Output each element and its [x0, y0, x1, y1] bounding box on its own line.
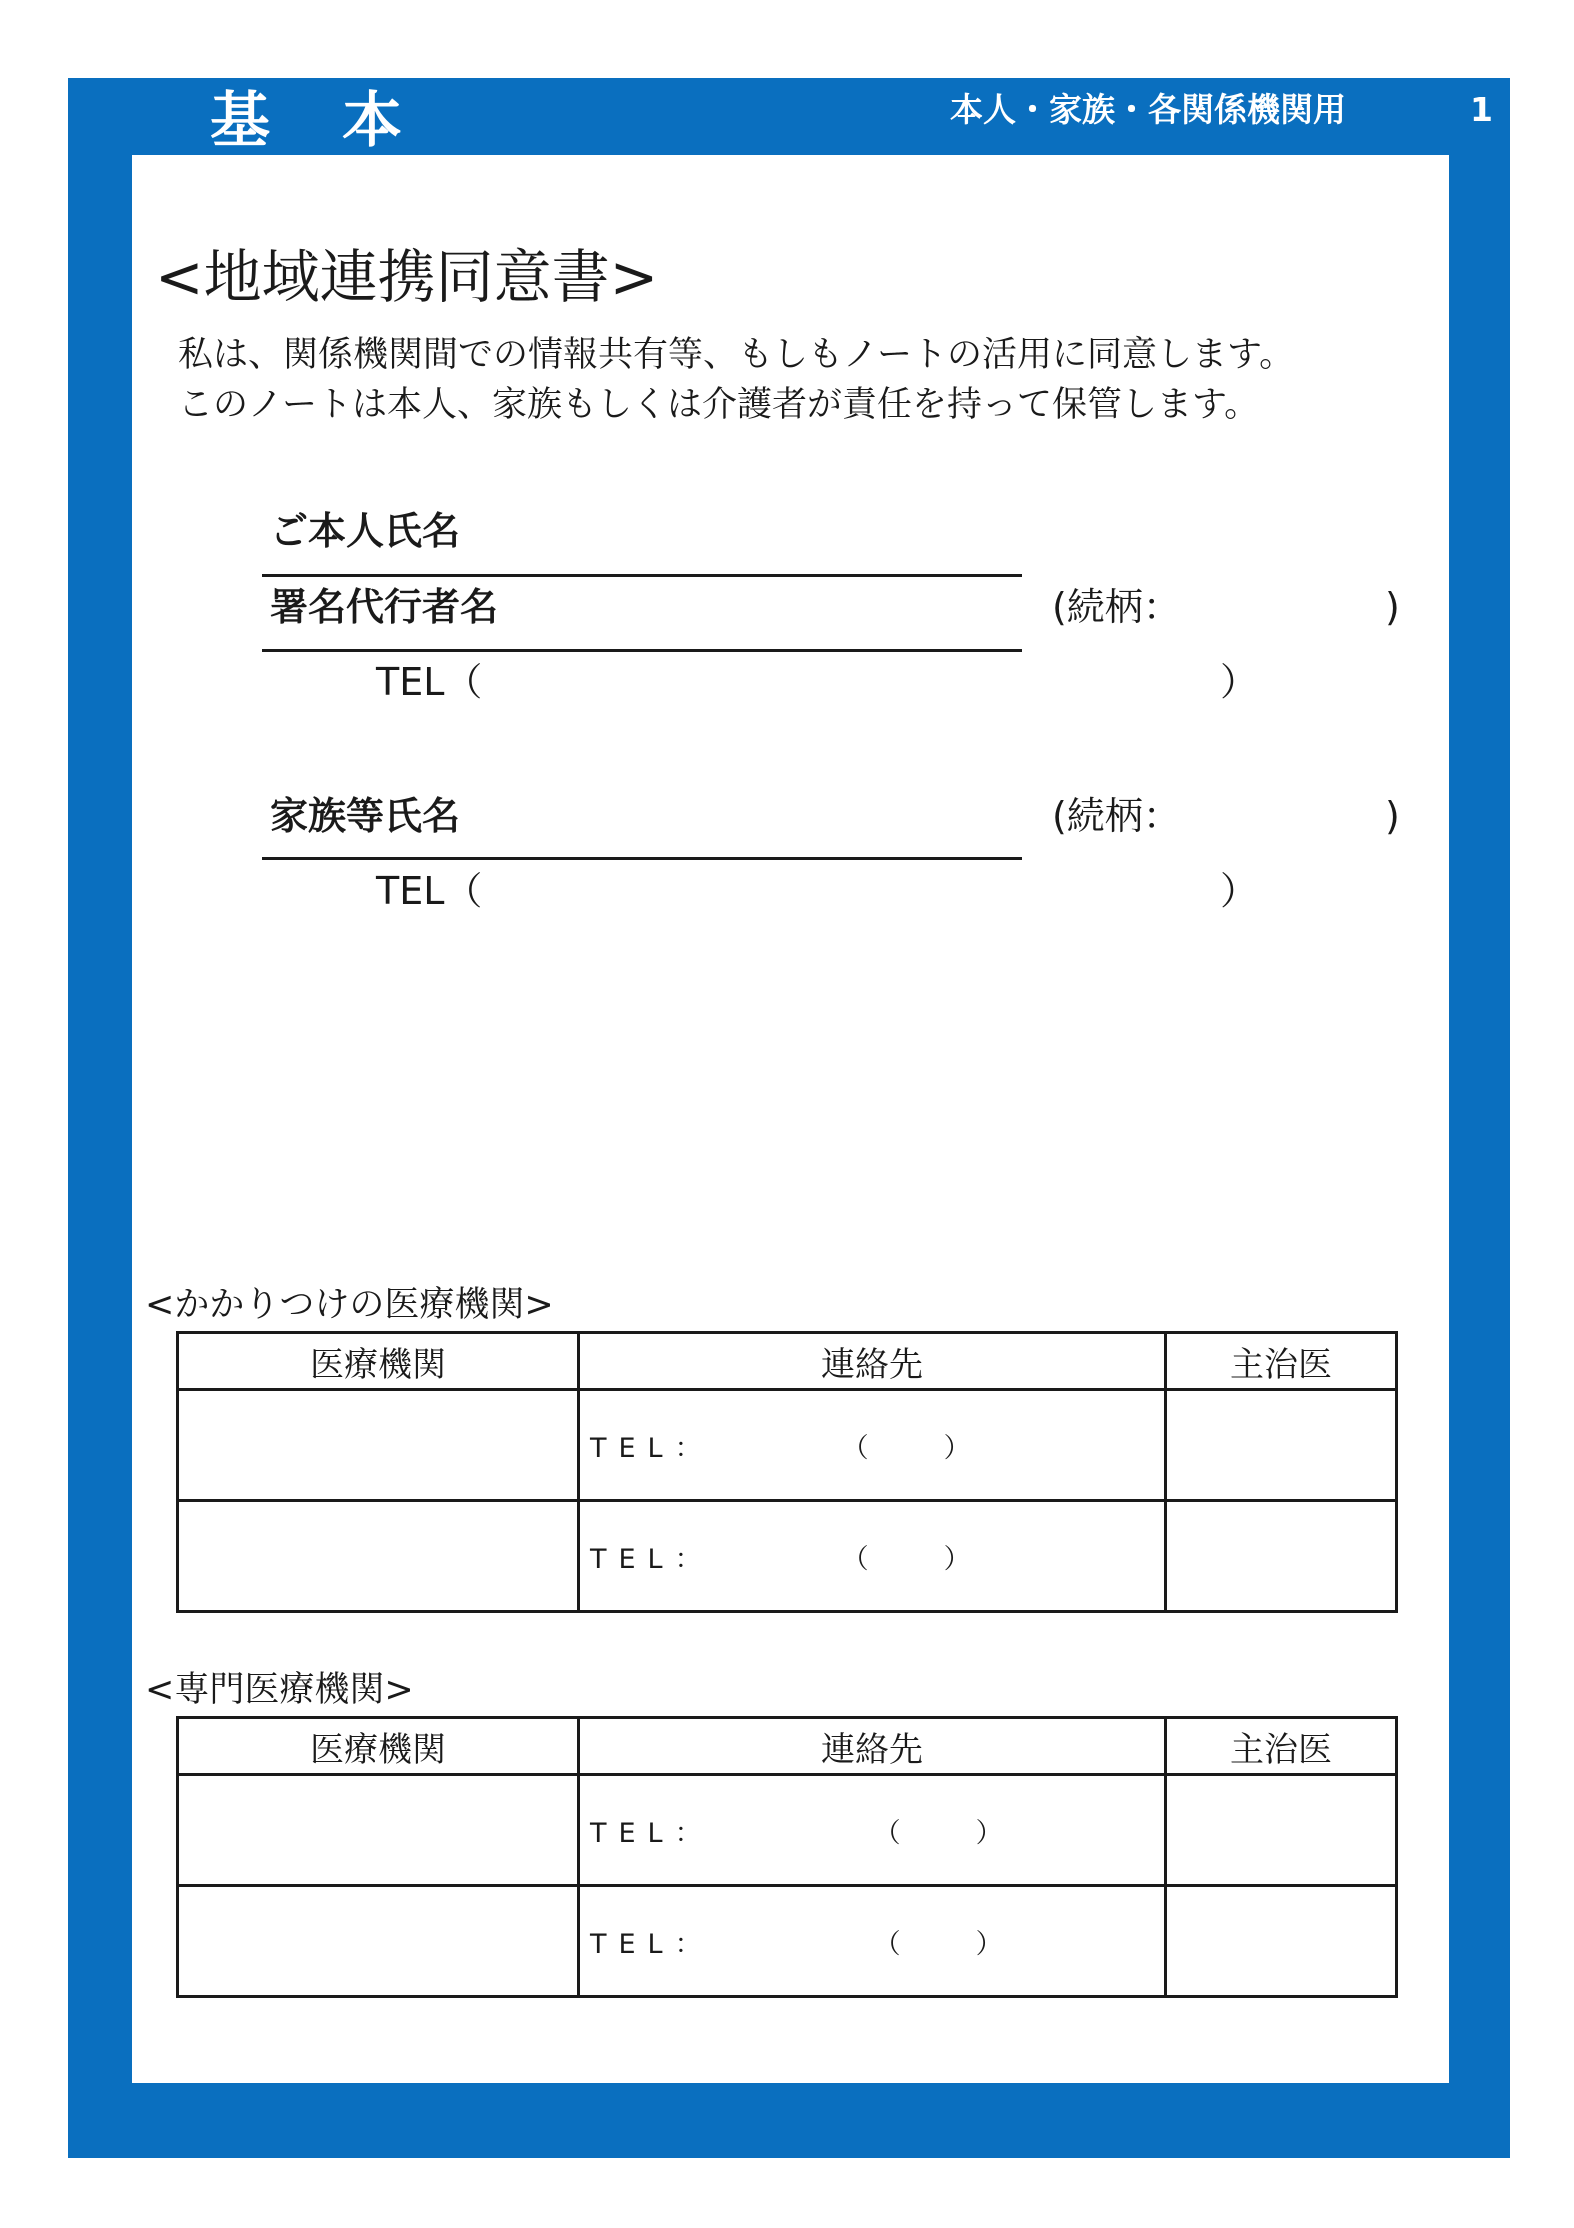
paren-close: ） — [943, 1543, 971, 1575]
specialist-table — [176, 1716, 1398, 1998]
family-name-field[interactable] — [262, 857, 1022, 860]
tel-label: TEL： — [590, 1543, 714, 1575]
institution-cell[interactable] — [178, 1775, 579, 1886]
proxy-name-field[interactable] — [262, 649, 1022, 652]
intro-line: 私は、関係機関間での情報共有等、もしもノートの活用に同意します。 — [178, 335, 1295, 375]
intro-text — [178, 330, 1294, 430]
proxy-relation-close: ) — [1385, 585, 1400, 629]
institution-cell[interactable] — [178, 1501, 579, 1612]
document-title: <地域連携同意書> — [155, 243, 659, 311]
contact-cell[interactable] — [579, 1390, 1166, 1501]
contact-cell[interactable] — [579, 1886, 1166, 1997]
proxy-tel-close: ） — [1220, 660, 1259, 704]
table-row — [178, 1501, 1397, 1612]
audience-label: 本人・家族・各関係機関用 — [950, 90, 1346, 129]
table-row — [178, 1775, 1397, 1886]
proxy-relation-label: (続柄： — [1052, 585, 1181, 629]
table-row — [178, 1886, 1397, 1997]
page-number: 1 — [1470, 90, 1493, 129]
paren-open: （ — [873, 1817, 901, 1849]
doctor-cell[interactable] — [1166, 1775, 1397, 1886]
doctor-cell[interactable] — [1166, 1390, 1397, 1501]
family-tel-label: TEL（ — [376, 869, 483, 913]
column-header: 医療機関 — [178, 1718, 579, 1775]
table-row — [178, 1390, 1397, 1501]
proxy-tel-label: TEL（ — [376, 660, 483, 704]
column-header: 連絡先 — [579, 1333, 1166, 1390]
tel-label: TEL： — [590, 1928, 714, 1960]
tel-label: TEL： — [590, 1817, 714, 1849]
paren-open: （ — [873, 1928, 901, 1960]
column-header: 主治医 — [1166, 1718, 1397, 1775]
family-tel-close: ） — [1220, 869, 1259, 913]
column-header: 主治医 — [1166, 1333, 1397, 1390]
family-relation-label: (続柄： — [1052, 794, 1181, 838]
proxy-name-label: 署名代行者名 — [270, 585, 499, 629]
person-name-label: ご本人氏名 — [270, 509, 461, 553]
intro-line: このノートは本人、家族もしくは介護者が責任を持って保管します。 — [178, 385, 1260, 425]
paren-close: ） — [943, 1432, 971, 1464]
specialist-title: <専門医療機関> — [145, 1670, 414, 1710]
contact-cell[interactable] — [579, 1775, 1166, 1886]
tel-label: TEL： — [590, 1432, 714, 1464]
family-name-label: 家族等氏名 — [270, 794, 461, 838]
institution-cell[interactable] — [178, 1390, 579, 1501]
section-heading: 基本 — [210, 86, 474, 156]
paren-close: ） — [975, 1928, 1003, 1960]
person-name-field[interactable] — [262, 574, 1022, 577]
paren-open: （ — [841, 1432, 869, 1464]
paren-close: ） — [975, 1817, 1003, 1849]
doctor-cell[interactable] — [1166, 1501, 1397, 1612]
paren-open: （ — [841, 1543, 869, 1575]
column-header: 連絡先 — [579, 1718, 1166, 1775]
doctor-cell[interactable] — [1166, 1886, 1397, 1997]
family-relation-close: ) — [1385, 794, 1400, 838]
family-doctor-title: <かかりつけの医療機関> — [145, 1285, 554, 1325]
contact-cell[interactable] — [579, 1501, 1166, 1612]
institution-cell[interactable] — [178, 1886, 579, 1997]
column-header: 医療機関 — [178, 1333, 579, 1390]
family-doctor-table — [176, 1331, 1398, 1613]
